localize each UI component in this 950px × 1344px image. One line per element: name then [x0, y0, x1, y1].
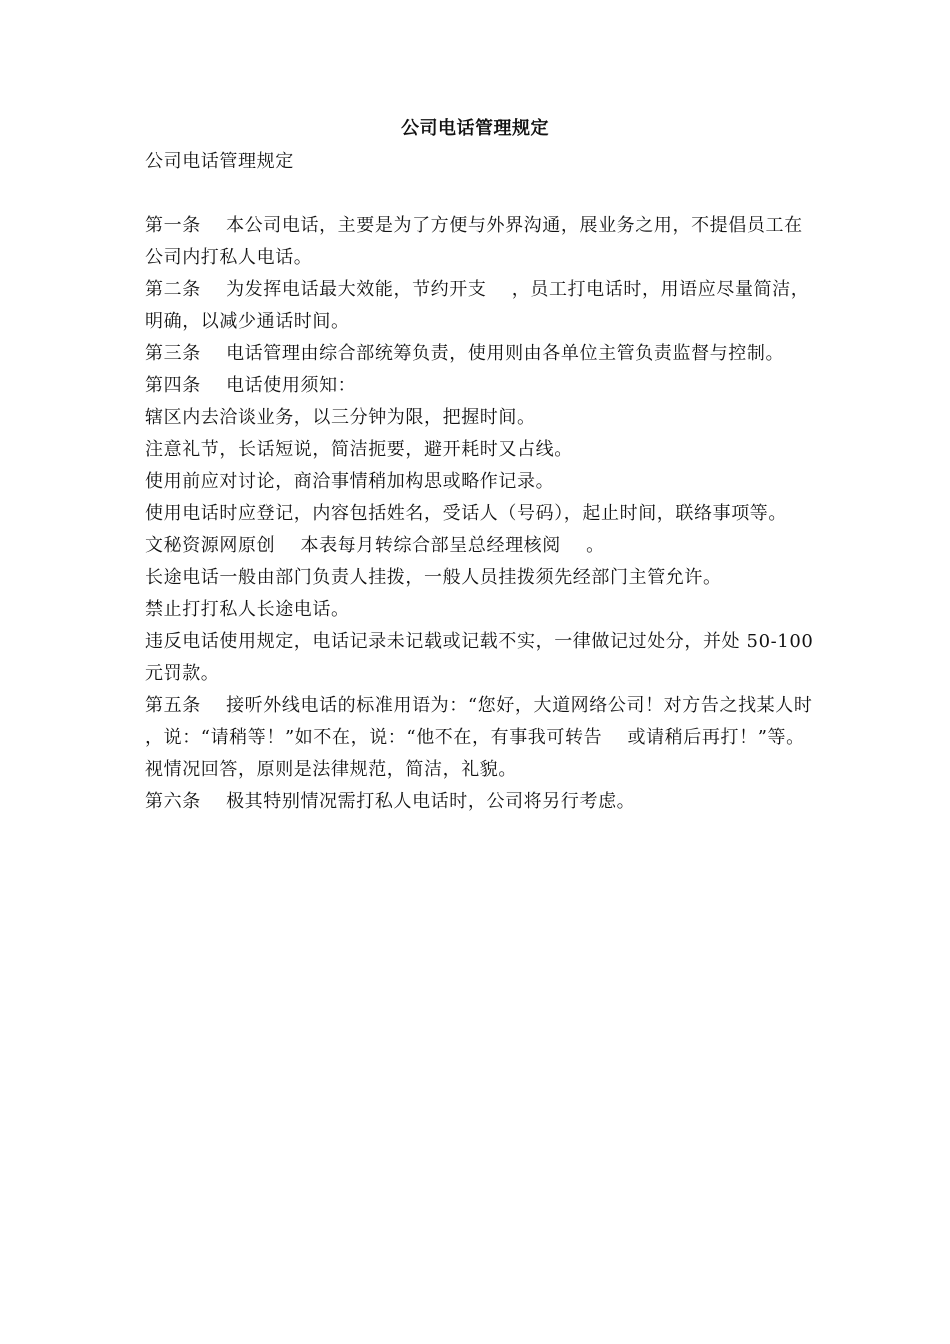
rule-item: 文秘资源网原创 本表每月转综合部呈总经理核阅 。 [145, 535, 605, 556]
article-4: 第四条 电话使用须知： [145, 375, 357, 396]
rule-item: 长途电话一般由部门负责人挂拨，一般人员挂拨须先经部门主管允许。 [145, 567, 722, 588]
document-subtitle: 公司电话管理规定 [145, 151, 294, 172]
article-6: 第六条 极其特别情况需打私人电话时，公司将另行考虑。 [145, 791, 636, 812]
article-2: 第二条 为发挥电话最大效能，节约开支 ，员工打电话时，用语应尽量简洁，明确，以减少通话时间。 [145, 279, 810, 332]
rule-item: 禁止打打私人长途电话。 [145, 599, 350, 620]
blank-line [145, 178, 817, 210]
rule-item: 使用电话时应登记，内容包括姓名，受话人（号码），起止时间，联络事项等。 [145, 503, 787, 524]
rule-item: 违反电话使用规定，电话记录未记载或记载不实，一律做记过处分，并处 50-100 元罚款。 [145, 631, 820, 684]
document-title: 公司电话管理规定 [401, 118, 549, 139]
rule-item: 注意礼节，长话短说，简洁扼要，避开耗时又占线。 [145, 439, 573, 460]
article-3: 第三条 电话管理由综合部统筹负责，使用则由各单位主管负责监督与控制。 [145, 343, 785, 364]
rule-item: 辖区内去洽谈业务，以三分钟为限，把握时间。 [145, 407, 536, 428]
article-5: 第五条 接听外线电话的标准用语为：“您好，大道网络公司！对方告之找某人时 ，说：“请稍等！”如不在，说：“他不在，有事我可转告 或请稍后再打！”等。视情况回答，原则是法律规范，简洁，礼貌。 [145, 695, 838, 780]
article-1: 第一条 本公司电话，主要是为了方便与外界沟通，展业务之用，不提倡员工在公司内打私人电话。 [145, 215, 803, 268]
rule-item: 使用前应对讨论，商洽事情稍加构思或略作记录。 [145, 471, 555, 492]
document-body [145, 146, 838, 818]
